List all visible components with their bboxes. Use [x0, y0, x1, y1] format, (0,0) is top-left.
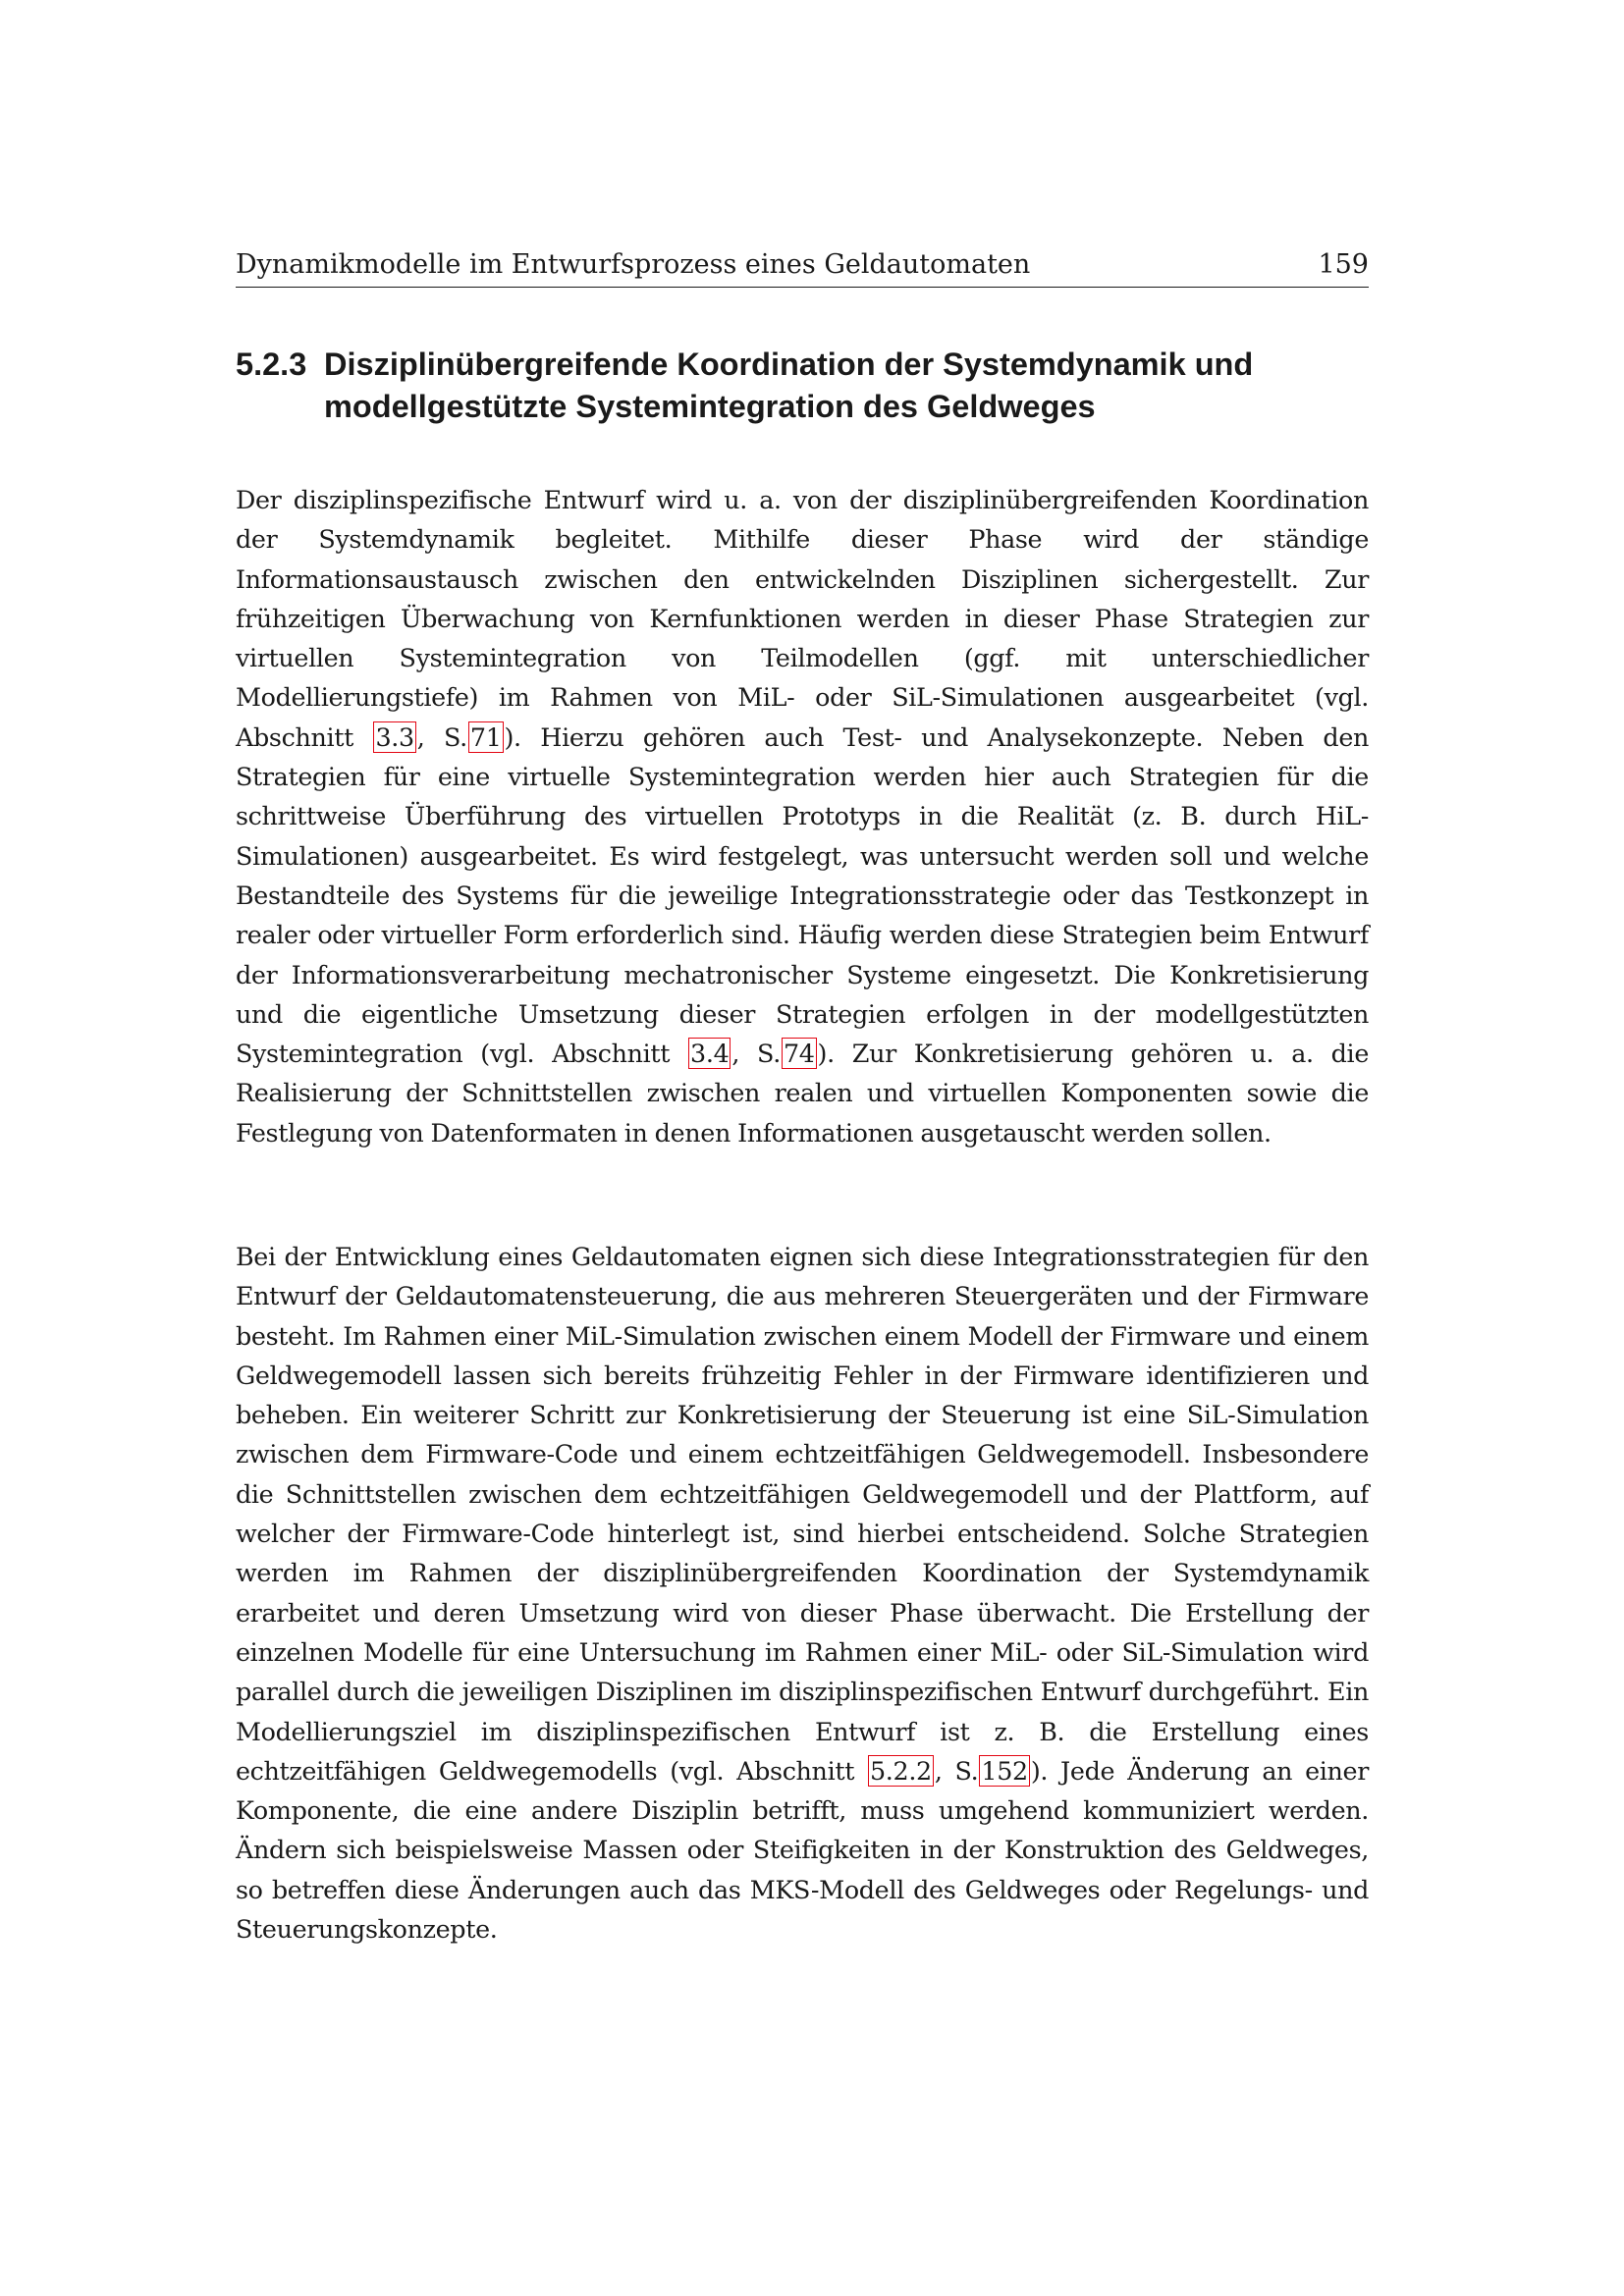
text-run: Der disziplinspezifische Entwurf wird u. a. von der disziplinübergreifenden Koordination der Systemdynamik begleitet. Mithilfe dieser Phase wird der ständige Informationsaustausch zwischen den entwickelnden Disziplinen sichergestellt. Zur frühzeitigen Überwachung von Kernfunktionen werden in dieser Phase Strategien zur virtuellen Systemintegration von Teilmodellen (ggf. mit unterschiedlicher Modellierungstiefe) im Rahmen von MiL- oder SiL-Simulationen ausgearbeitet (vgl. Abschnitt: [236, 485, 1369, 752]
section-reference-link[interactable]: 3.4: [690, 1039, 730, 1069]
running-header: [236, 247, 1369, 288]
section-reference-link[interactable]: 3.3: [375, 721, 414, 752]
paragraph-2-text: [236, 1237, 1369, 1949]
text-run: ). Hierzu gehören auch Test- und Analysekonzepte. Neben den Strategien für eine virtuelle Systemintegration werden hier auch Strategien für die schrittweise Überführung des virtuellen Prototyps in die Realität (z. B. durch HiL-Simulationen) ausgearbeitet. Es wird festgelegt, was untersucht werden soll und welche Bestandteile des Systems für die jeweilige Integrationsstrategie oder das Testkonzept in realer oder virtueller Form erforderlich sind. Häufig werden diese Strategien beim Entwurf der Informationsverarbeitung mechatronischer Systeme eingesetzt. Die Konkretisierung und die eigentliche Umsetzung dieser Strategien erfolgen in der modellgestützten Systemintegration (vgl. Abschnitt: [236, 721, 1369, 1069]
page-number: 159: [1318, 249, 1369, 280]
text-run: , S.: [416, 721, 467, 752]
text-run: , S.: [934, 1755, 979, 1786]
page-reference-link[interactable]: 152: [981, 1755, 1028, 1786]
section-heading: [236, 344, 1369, 428]
paragraph-1: [236, 480, 1369, 1152]
page-reference-link[interactable]: 71: [469, 721, 502, 752]
text-run: ). Jede Änderung an einer Komponente, die eine andere Disziplin betrifft, muss umgehend kommuniziert werden. Ändern sich beispielsweise Massen oder Steifigkeiten in der Konstruktion des Geldweges, so betreffen diese Änderungen auch das MKS-Modell des Geldweges oder Regelungs- und Steuerungskonzepte.: [236, 1755, 1369, 1945]
text-run: Bei der Entwicklung eines Geldautomaten eignen sich diese Integrationsstrategien für den Entwurf der Geldautomatensteuerung, die aus mehreren Steuergeräten und der Firmware besteht. Im Rahmen einer MiL-Simulation zwischen einem Modell der Firmware und einem Geldwegemodell lassen sich bereits frühzeitig Fehler in der Firmware identifizieren und beheben. Ein weiterer Schritt zur Konkretisierung der Steuerung ist eine SiL-Simulation zwischen dem Firmware-Code und einem echtzeitfähigen Geldwegemodell. Insbesondere die Schnittstellen zwischen dem echtzeitfähigen Geldwegemodell und der Plattform, auf welcher der Firmware-Code hinterlegt ist, sind hierbei entscheidend. Solche Strategien werden im Rahmen der disziplinübergreifenden Koordination der Systemdynamik erarbeitet und deren Umsetzung wird von dieser Phase überwacht. Die Erstellung der einzelnen Modelle für eine Untersuchung im Rahmen einer MiL- oder SiL-Simulation wird parallel durch die jeweiligen Disziplinen im disziplinspezifischen Entwurf durchgeführt. Ein Modellierungsziel im disziplinspezifischen Entwurf ist z. B. die Erstellung eines echtzeitfähigen Geldwegemodells (vgl. Abschnitt: [236, 1242, 1369, 1786]
section-reference-link[interactable]: 5.2.2: [870, 1755, 932, 1786]
text-run: , S.: [731, 1039, 781, 1069]
paragraph-2: [236, 1237, 1369, 1949]
header-title: Dynamikmodelle im Entwurfsprozess eines Geldautomaten: [236, 249, 1031, 280]
text-run: ). Zur Konkretisierung gehören u. a. die Realisierung der Schnittstellen zwischen realen und virtuellen Komponenten sowie die Festlegung von Datenformaten in denen Informationen ausgetauscht werden sollen.: [236, 1039, 1369, 1148]
section-number: 5.2.3: [236, 347, 307, 382]
page-reference-link[interactable]: 74: [783, 1039, 815, 1069]
section-title: Disziplinübergreifende Koordination der Systemdynamik und modellgestützte Systemintegration des Geldweges: [324, 347, 1254, 424]
paragraph-1-text: [236, 480, 1369, 1152]
